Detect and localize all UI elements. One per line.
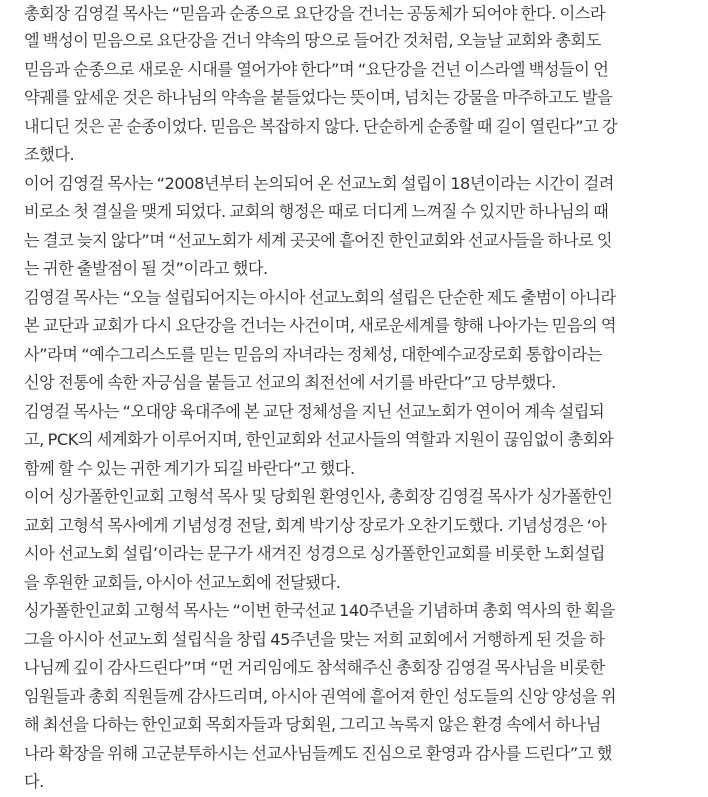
article-body — [24, 0, 694, 797]
text-line: 고, PCK의 세계화가 이루어지며, 한인교회와 선교사들의 역할과 지원이 끊임없이 총회와 — [24, 430, 614, 449]
text-line: 는 귀한 출발점이 될 것”이라고 했다. — [24, 259, 268, 278]
text-line: 싱가폴한인교회 고형석 목사는 “이번 한국선교 140주년을 기념하며 총회 역사의 한 획을 — [24, 601, 615, 620]
text-line: 사”라며 “예수그리스도를 믿는 믿음의 자녀라는 정체성, 대한예수교장로회 통합이라는 — [24, 344, 602, 364]
text-line: 비로소 첫 결실을 맺게 되었다. 교회의 행정은 때로 더디게 느껴질 수 있지만 하나님의 때 — [24, 202, 609, 221]
text-line: 엘 백성이 믿음으로 요단강을 건너 약속의 땅으로 들어간 것처럼, 오늘날 교회와 총회도 — [24, 31, 601, 50]
text-line: 총회장 김영걸 목사는 “믿음과 순종으로 요단강을 건너는 공동체가 되어야 한다. 이스라 — [24, 4, 606, 23]
text-line: 다. — [24, 772, 44, 791]
text-line: 조했다. — [24, 145, 75, 164]
text-line: 그을 아시아 선교노회 설립식을 창립 45주년을 맞는 저희 교회에서 거행하게 된 것을 하 — [24, 629, 605, 649]
paragraph — [24, 483, 694, 597]
text-line: 교회 고형석 목사에게 기념성경 전달, 회계 박기상 장로가 오찬기도했다. 기념성경은 ‘아 — [24, 515, 607, 535]
paragraph — [24, 597, 694, 797]
text-line: 이어 김영걸 목사는 “2008년부터 논의되어 온 선교노회 설립이 18년이라는 시간이 걸려 — [24, 173, 614, 193]
text-line: 해 최선을 다하는 한인교회 목회자들과 당회원, 그리고 녹록지 않은 환경 속에서 하나님 — [24, 715, 601, 734]
text-line: 함께 할 수 있는 귀한 계기가 되길 바란다”고 했다. — [24, 458, 355, 478]
text-line: 나님께 깊이 감사드린다”며 “먼 거리임에도 참석해주신 총회장 김영걸 목사님을 비롯한 — [24, 658, 605, 677]
text-line: 본 교단과 교회가 다시 요단강을 건너는 사건이며, 새로운세계를 향해 나아가는 믿음의 역 — [24, 316, 617, 335]
text-line: 나라 확장을 위해 고군분투하시는 선교사님들께도 진심으로 환영과 감사를 드린다”고 했 — [24, 743, 612, 763]
text-line: 김영걸 목사는 “오대양 육대주에 본 교단 정체성을 지닌 선교노회가 연이어 계속 설립되 — [24, 401, 605, 421]
paragraph — [24, 0, 694, 170]
text-line: 이어 싱가폴한인교회 고형석 목사 및 당회원 환영인사, 총회장 김영걸 목사가 싱가폴한인 — [24, 487, 613, 506]
text-line: 신앙 전통에 속한 자긍심을 붙들고 선교의 최전선에 서기를 바란다”고 당부했다. — [24, 373, 556, 392]
text-line: 약궤를 앞세운 것은 하나님의 약속을 붙들었다는 뜻이며, 넘치는 강물을 마주하고도 발을 — [24, 88, 613, 107]
text-line: 내디딘 것은 곧 순종이었다. 믿음은 복잡하지 않다. 단순하게 순종할 때 길이 열린다”고 강 — [24, 116, 618, 136]
text-line: 김영걸 목사는 “오늘 설립되어지는 아시아 선교노회의 설립은 단순한 제도 출범이 아니라 — [24, 287, 616, 307]
text-line: 을 후원한 교회들, 아시아 선교노회에 전달됐다. — [24, 572, 341, 592]
paragraph — [24, 170, 694, 284]
text-line: 임원들과 총회 직원들께 감사드리며, 아시아 권역에 흩어져 한인 성도들의 신앙 양성을 위 — [24, 686, 617, 706]
text-line: 시아 선교노회 설립’이라는 문구가 새겨진 성경으로 싱가폴한인교회를 비롯한 노회설립 — [24, 544, 605, 563]
text-line: 는 결코 늦지 않다”며 “선교노회가 세계 곳곳에 흩어진 한인교회와 선교사들을 하나로 잇 — [24, 230, 613, 250]
text-line: 믿음과 순종으로 새로운 시대를 열어가야 한다”며 “요단강을 건넌 이스라엘 백성들이 언 — [24, 59, 609, 79]
paragraph — [24, 398, 694, 484]
paragraph — [24, 284, 694, 398]
